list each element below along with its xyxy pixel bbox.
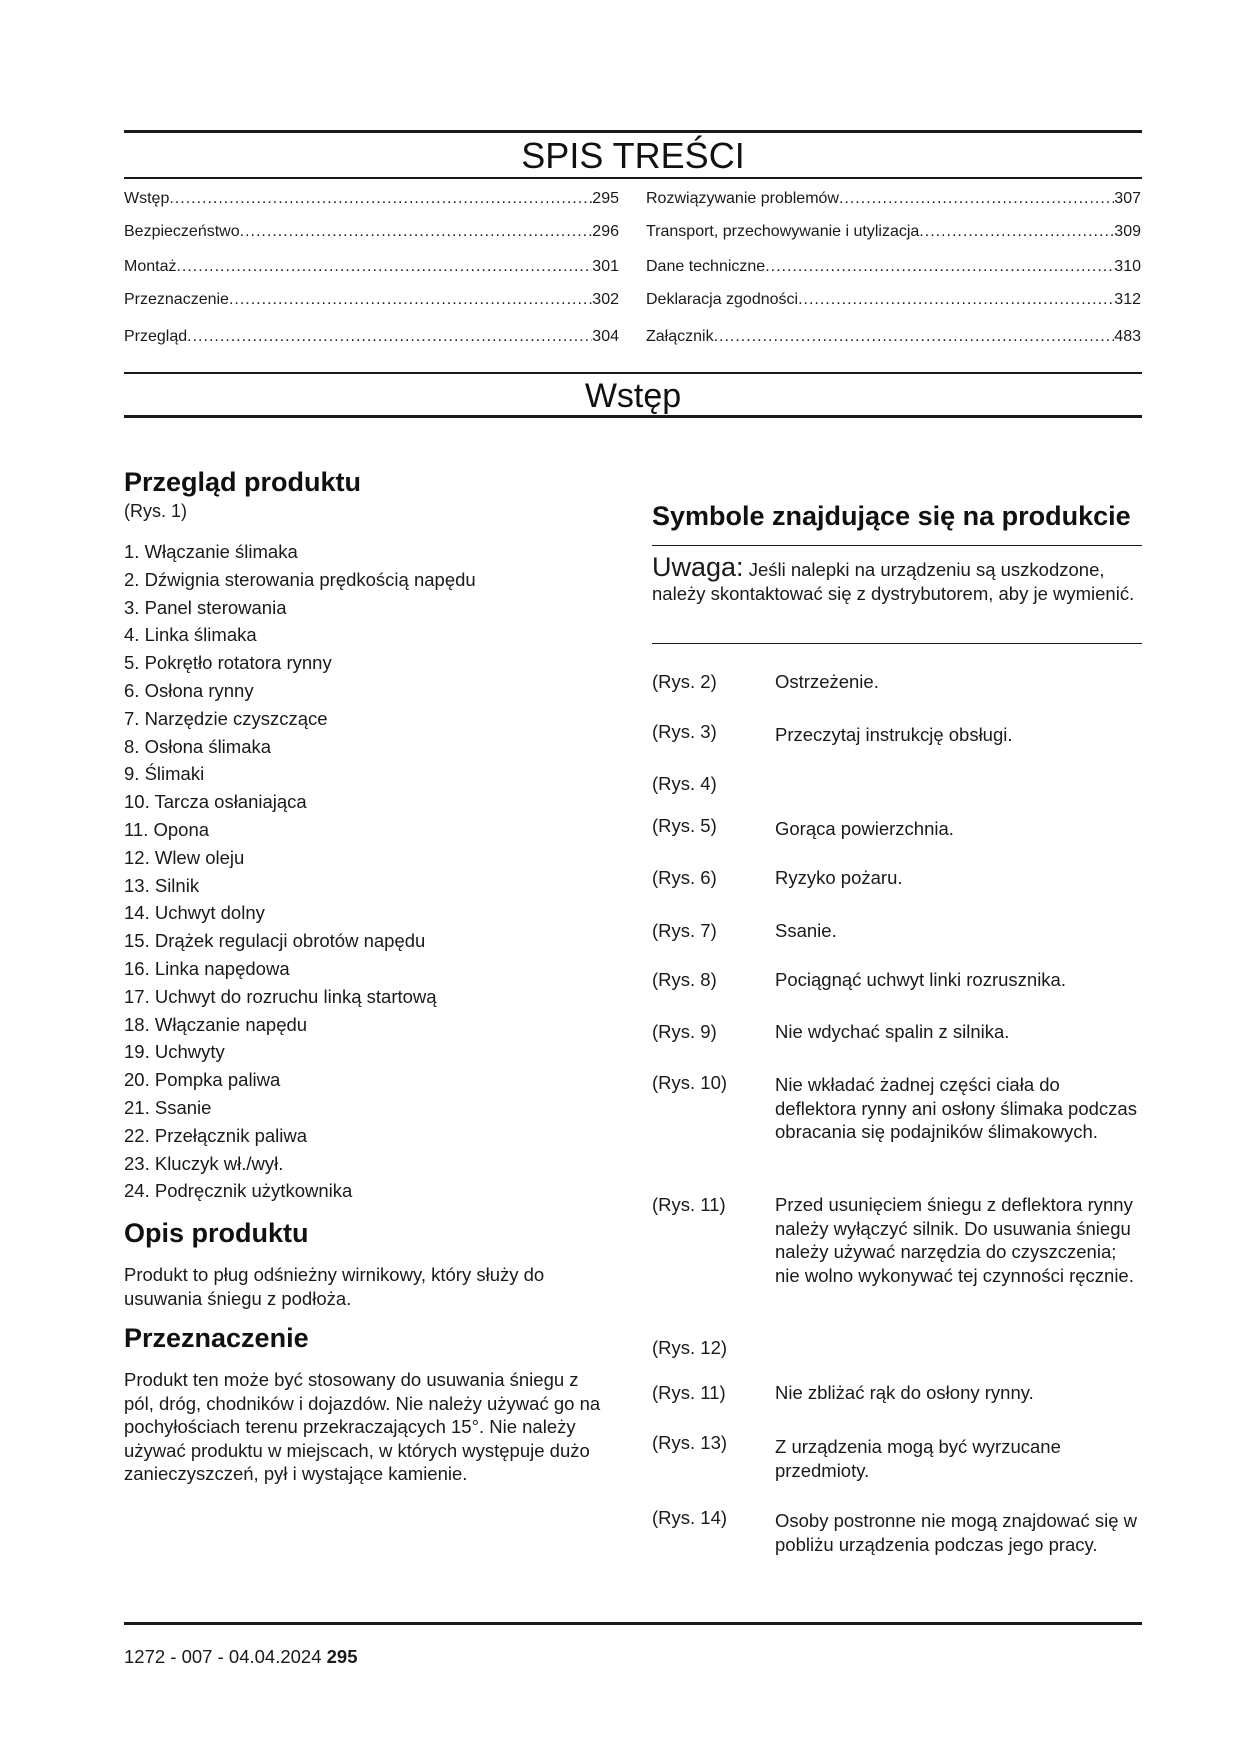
list-item: 17. Uchwyt do rozruchu linką startową — [124, 985, 437, 1007]
note-text: Jeśli nalepki na urządzeniu są uszkodzone, należy skontaktować się z dystrybutorem, aby je wymienić. — [652, 559, 1135, 604]
list-item: 10. Tarcza osłaniająca — [124, 791, 307, 813]
left-column — [124, 466, 604, 1486]
toc-entry[interactable]: Wstęp ..... 295 — [124, 190, 619, 208]
toc-entry[interactable]: Przegląd ..... 304 — [124, 328, 619, 346]
toc-entry[interactable]: Bezpieczeństwo ..... 296 — [124, 223, 619, 241]
toc-entry[interactable]: Dane techniczne ..... 310 — [646, 258, 1141, 276]
symbol-description: Nie wkładać żadnej części ciała do deflektora rynny ani osłony ślimaka podczas obracania się podajników ślimakowych. — [775, 1074, 1137, 1142]
symbol-description: Nie wdychać spalin z silnika. — [775, 1021, 1010, 1042]
list-item: 7. Narzędzie czyszczące — [124, 707, 328, 729]
note-block — [652, 552, 1142, 605]
purpose-heading: Przeznaczenie — [124, 1323, 309, 1354]
list-item: 24. Podręcznik użytkownika — [124, 1180, 353, 1202]
list-item: 4. Linka ślimaka — [124, 624, 257, 646]
description-heading: Opis produktu — [124, 1218, 309, 1249]
footer-rule — [124, 1622, 1142, 1625]
list-item: 15. Drążek regulacji obrotów napędu — [124, 930, 426, 952]
symbol-description: Nie zbliżać rąk do osłony rynny. — [775, 1382, 1034, 1403]
list-item: 1. Włączanie ślimaka — [124, 541, 298, 562]
symbol-description: Osoby postronne nie mogą znajdować się w pobliżu urządzenia podczas jego pracy. — [775, 1510, 1137, 1555]
overview-list — [124, 538, 604, 1205]
symbol-description: Ssanie. — [775, 920, 837, 941]
symbol-figure-ref: (Rys. 7) — [652, 920, 717, 941]
list-item: 6. Osłona rynny — [124, 679, 254, 701]
list-item: 14. Uchwyt dolny — [124, 902, 265, 924]
symbol-description: Przed usunięciem śniegu z deflektora rynny należy wyłączyć silnik. Do usuwania śniegu należy używać narzędzia do czyszczenia; nie wolno wykonywać tej czynności ręcznie. — [775, 1194, 1134, 1286]
list-item: 21. Ssanie — [124, 1096, 212, 1118]
toc-entry[interactable]: Transport, przechowywanie i utylizacja ..... 309 — [646, 223, 1141, 241]
symbol-description: Z urządzenia mogą być wyrzucane przedmioty. — [775, 1436, 1061, 1481]
toc-title: SPIS TREŚCI — [521, 135, 745, 176]
list-item: 2. Dźwignia sterowania prędkością napędu — [124, 568, 476, 590]
list-item: 23. Kluczyk wł./wył. — [124, 1152, 284, 1174]
list-item: 5. Pokrętło rotatora rynny — [124, 652, 332, 674]
document-code: 1272 - 007 - 04.04.2024 — [124, 1646, 322, 1667]
symbol-description: Gorąca powierzchnia. — [775, 818, 954, 839]
section-top-rule — [124, 372, 1142, 374]
symbol-figure-ref: (Rys. 3) — [652, 721, 717, 742]
symbol-description: Pociągnąć uchwyt linki rozrusznika. — [775, 969, 1066, 990]
description-text: Produkt to pług odśnieżny wirnikowy, który służy do usuwania śniegu z podłoża. — [124, 1264, 545, 1309]
symbols-heading: Symbole znajdujące się na produkcie — [652, 501, 1131, 531]
note-label: Uwaga: — [652, 552, 744, 582]
note-bottom-rule — [652, 643, 1142, 644]
overview-figure-ref: (Rys. 1) — [124, 501, 187, 521]
symbol-figure-ref: (Rys. 13) — [652, 1432, 728, 1453]
list-item: 19. Uchwyty — [124, 1041, 225, 1063]
toc-entry[interactable]: Deklaracja zgodności ..... 312 — [646, 291, 1141, 309]
toc-entry[interactable]: Załącznik ..... 483 — [646, 328, 1141, 346]
page-number: 295 — [326, 1646, 358, 1667]
toc-entry[interactable]: Montaż ..... 301 — [124, 258, 619, 276]
list-item: 16. Linka napędowa — [124, 957, 290, 979]
list-item: 8. Osłona ślimaka — [124, 735, 272, 757]
purpose-text: Produkt ten może być stosowany do usuwania śniegu z pól, dróg, chodników i dojazdów. Nie należy używać go na pochyłościach terenu przekraczających 15°. Nie należy używać produktu w miejscach, w których występuje dużo zanieczyszczeń, pył i wystające kamienie. — [124, 1369, 601, 1485]
toc-entry[interactable]: Przeznaczenie ..... 302 — [124, 291, 619, 309]
symbol-figure-ref: (Rys. 11) — [652, 1194, 726, 1215]
list-item: 12. Wlew oleju — [124, 846, 245, 868]
list-item: 18. Włączanie napędu — [124, 1013, 308, 1035]
list-item: 11. Opona — [124, 818, 210, 840]
symbol-description: Przeczytaj instrukcję obsługi. — [775, 724, 1013, 745]
symbol-figure-ref: (Rys. 11) — [652, 1382, 726, 1403]
list-item: 22. Przełącznik paliwa — [124, 1124, 308, 1146]
symbol-description: Ostrzeżenie. — [775, 671, 879, 692]
note-top-rule — [652, 545, 1142, 546]
toc-entry[interactable]: Rozwiązywanie problemów ..... 307 — [646, 190, 1141, 208]
toc-bottom-rule — [124, 177, 1142, 179]
symbol-figure-ref: (Rys. 5) — [652, 815, 717, 836]
symbol-figure-ref: (Rys. 9) — [652, 1021, 717, 1042]
page-footer — [124, 1646, 358, 1668]
symbol-figure-ref: (Rys. 14) — [652, 1507, 728, 1528]
list-item: 13. Silnik — [124, 874, 200, 896]
symbol-figure-ref: (Rys. 12) — [652, 1337, 728, 1358]
symbol-figure-ref: (Rys. 10) — [652, 1072, 728, 1093]
symbol-figure-ref: (Rys. 2) — [652, 671, 717, 692]
symbol-description: Ryzyko pożaru. — [775, 867, 903, 888]
list-item: 20. Pompka paliwa — [124, 1069, 281, 1091]
list-item: 9. Ślimaki — [124, 763, 205, 785]
symbols-heading-block — [652, 500, 1142, 532]
symbol-figure-ref: (Rys. 8) — [652, 969, 717, 990]
symbol-figure-ref: (Rys. 6) — [652, 867, 717, 888]
toc-top-rule — [124, 130, 1142, 133]
overview-heading: Przegląd produktu — [124, 467, 362, 497]
section-title: Wstęp — [584, 377, 682, 415]
symbol-figure-ref: (Rys. 4) — [652, 773, 717, 794]
section-bottom-rule — [124, 415, 1142, 418]
list-item: 3. Panel sterowania — [124, 596, 287, 618]
